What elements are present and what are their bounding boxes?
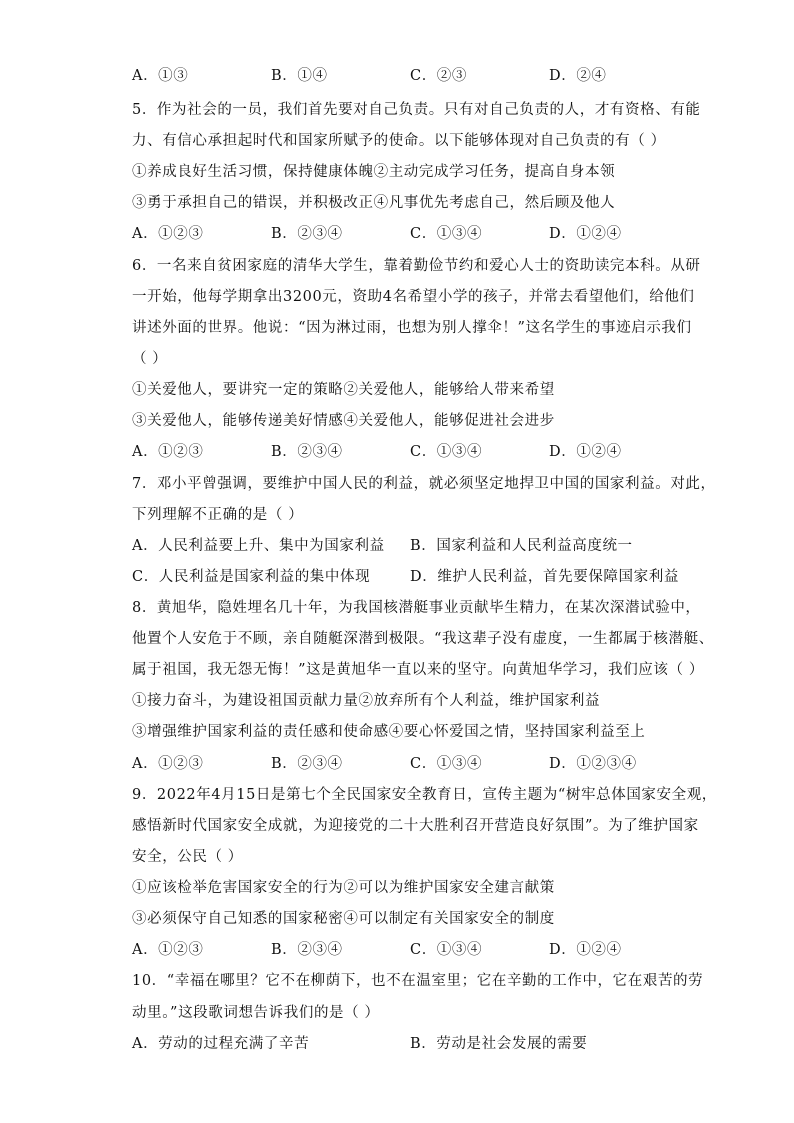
option-choice[interactable]: A．人民利益要上升、集中为国家利益 [132,538,385,554]
option-choice[interactable]: A．①②③ [132,756,204,772]
options-row [132,224,692,244]
text-line: 讲述外面的世界。他说：“因为淋过雨，也想为别人撑伞！”这名学生的事迹启示我们 [132,320,692,336]
text-line: ①应该检举危害国家安全的行为②可以为维护国家安全建言献策 [132,880,555,896]
option-choice[interactable]: D．①②④ [549,942,622,958]
options-row [132,536,692,556]
option-choice[interactable]: B．②③④ [271,756,343,772]
option-choice[interactable]: C．人民利益是国家利益的集中体现 [132,569,371,585]
option-choice[interactable]: D．①②④ [549,444,622,460]
option-choice[interactable]: A．①③ [132,68,189,84]
text-line: 下列理解不正确的是（ ） [132,507,304,523]
option-choice[interactable]: C．①③④ [410,942,483,958]
option-choice[interactable]: D．维护人民利益，首先要保障国家利益 [410,569,679,585]
text-line: 5．作为社会的一员，我们首先要对自己负责。只有对自己负责的人，才有资格、有能 [132,102,701,118]
option-choice[interactable]: A．①②③ [132,226,204,242]
text-line: 动里。”这段歌词想告诉我们的是（ ） [132,1005,380,1021]
text-line: 10．“幸福在哪里？它不在柳荫下，也不在温室里；它在辛勤的工作中，它在艰苦的劳 [132,973,704,989]
text-line: ③勇于承担自己的错误，并积极改正④凡事优先考虑自己，然后顾及他人 [132,195,616,211]
option-choice[interactable]: C．①③④ [410,444,483,460]
option-choice[interactable]: B．②③④ [271,444,343,460]
options-row [132,442,692,462]
option-choice[interactable]: D．①②④ [549,226,622,242]
option-choice[interactable]: A．劳动的过程充满了辛苦 [132,1036,310,1052]
options-row [132,754,692,774]
text-line: （ ） [132,351,168,367]
option-choice[interactable]: C．①③④ [410,226,483,242]
options-row [132,1034,692,1054]
text-line: ③关爱他人，能够传递美好情感④关爱他人，能够促进社会进步 [132,413,555,429]
text-line: 安全，公民（ ） [132,849,243,865]
text-line: 力、有信心承担起时代和国家所赋予的使命。以下能够体现对自己负责的有（ ） [132,133,666,149]
text-line: 8．黄旭华，隐姓埋名几十年，为我国核潜艇事业贡献毕生精力，在某次深潜试验中， [132,600,701,616]
option-choice[interactable]: B．①④ [271,68,328,84]
text-line: 9．2022年4月15日是第七个全民国家安全教育日，宣传主题为“树牢总体国家安全观， [132,787,717,803]
option-choice[interactable]: D．①②③④ [549,756,637,772]
options-row [132,567,692,587]
text-line: 感悟新时代国家安全成就，为迎接党的二十大胜利召开营造良好氛围”。为了维护国家 [132,818,699,834]
options-row [132,940,692,960]
text-line: ①养成良好生活习惯，保持健康体魄②主动完成学习任务，提高自身本领 [132,164,616,180]
text-line: ①关爱他人，要讲究一定的策略②关爱他人，能够给人带来希望 [132,382,555,398]
option-choice[interactable]: B．②③④ [271,942,343,958]
text-line: ①接力奋斗，为建设祖国贡献力量②放弃所有个人利益，维护国家利益 [132,693,601,709]
option-choice[interactable]: B．②③④ [271,226,343,242]
text-line: 7．邓小平曾强调，要维护中国人民的利益，就必须坚定地捍卫中国的国家利益。对此， [132,476,716,492]
text-line: 一开始，他每学期拿出3200元，资助4名希望小学的孩子，并常去看望他们，给他们 [132,289,695,305]
text-line: 6．一名来自贫困家庭的清华大学生，靠着勤俭节约和爱心人士的资助读完本科。从研 [132,258,701,274]
text-line: 他置个人安危于不顾，亲自随艇深潜到极限。“我这辈子没有虚度，一生都属于核潜艇、 [132,631,714,647]
option-choice[interactable]: C．②③ [410,68,467,84]
text-line: ③必须保守自己知悉的国家秘密④可以制定有关国家安全的制度 [132,911,555,927]
option-choice[interactable]: A．①②③ [132,942,204,958]
options-row [132,66,692,86]
text-line: ③增强维护国家利益的责任感和使命感④要心怀爱国之情，坚持国家利益至上 [132,724,646,740]
text-line: 属于祖国，我无怨无悔！”这是黄旭华一直以来的坚守。向黄旭华学习，我们应该（ ） [132,662,704,678]
option-choice[interactable]: C．①③④ [410,756,483,772]
option-choice[interactable]: B．国家利益和人民利益高度统一 [410,538,633,554]
option-choice[interactable]: A．①②③ [132,444,204,460]
option-choice[interactable]: B．劳动是社会发展的需要 [410,1036,588,1052]
option-choice[interactable]: D．②④ [549,68,607,84]
